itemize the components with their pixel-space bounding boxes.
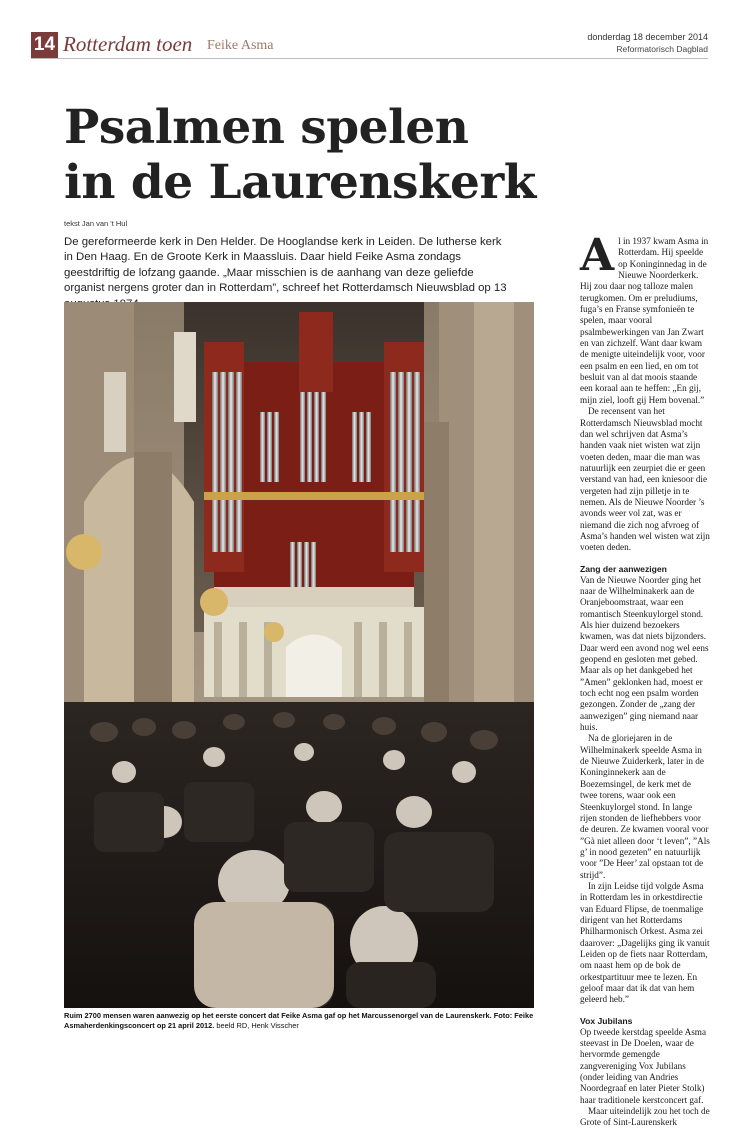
caption-text: Ruim 2700 mensen waren aanwezig op het eerste concert dat Feike Asma gaf op het Marcussenorgel van de Laurenskerk. Foto: Feike Asmaherdenkingsconcert op 21 april 2012. [64,1011,534,1030]
issue-date: donderdag 18 december 2014 [587,32,708,42]
newspaper-name: Reformatorisch Dagblad [616,44,708,54]
body-paragraph: Maar uiteindelijk zou het toch de Grote of Sint-Laurenskerk [580,1106,710,1128]
header-divider [31,58,708,59]
article-body-column [580,230,710,1129]
church-organ-photo [64,302,534,1008]
body-paragraph: In zijn Leidse tijd volgde Asma in Rotterdam les in orkestdirectie van Eduard Flipse, de toenmalige dirigent van het Rotterdams Philharmonisch Orkest. Asma zei daarover: „Dagelijks ging ik vanuit Leiden op de fiets naar Rotterdam, om naast hem op de bok de orkestpartituur mee te lezen. En geloof maar dat ik dat van hem geleerd heb.” [580,880,710,1005]
section-title: Rotterdam toen [63,32,193,56]
byline: tekst Jan van 't Hul [64,219,128,228]
body-paragraph: Op tweede kerstdag speelde Asma steevast in De Doelen, waar de hervormde gemengde zangvereniging Vox Jubilans (onder leiding van Andries Noordegraaf en later Pieter Stolk) haar traditionele kerstconcert gaf. [580,1026,707,1105]
body-paragraph: Na de gloriejaren in de Wilhelminakerk speelde Asma in de Nieuwe Zuiderkerk, later in de Koninginnekerk aan de Boezemsingel, de kerk met de twee torens, waar ook een Steenkuylorgel stond. In lange rijen stonden de liefhebbers voor de deuren. Ze kwamen vooral voor ”Gà niet alleen door ‘t leven”, ”Als g’ in nood gezeten” en natuurlijk voor ”De Heer’ zal opstaan tot de strijd”. [580,733,710,880]
subheading: Vox Jubilans [580,1015,633,1026]
photo-caption [64,1011,534,1031]
page-number: 14 [31,32,58,58]
headline-line-1: Psalmen spelen [64,100,469,155]
column-author: Feike Asma [207,38,274,53]
photo-credit: beeld RD, Henk Visscher [214,1021,299,1030]
body-paragraph: De recensent van het Rotterdamsch Nieuwsblad mocht dan wel schrijven dat Asma’s handen vaak niet wisten wat zijn voeten deden, maar die man was natuurlijk een zeurpiet die er geen verstand van had, een kniesoor die vergeten had zijn pilletje in te nemen. Als de Nieuwe Noorder ’s avonds weer vol zat, was er niemand die zich nog afvroeg of Asma’s handen wel wisten wat zijn voeten deden. [580,406,710,553]
drop-cap: A [580,230,615,281]
intro-paragraph: De gereformeerde kerk in Den Helder. De Hooglandse kerk in Leiden. De lutherse kerk in Den Haag. En de Groote Kerk in Maassluis. Daar hield Feike Asma zondags geestdriftig de lofzang gaande. „Maar misschien is de aanhang van deze geliefde organist nergens groter dan in Rotterdam”, schreef het Rotterdamsch Nieuwsblad op 13 [64,236,507,295]
organ-photo-illustration [64,302,534,1008]
body-paragraph: Van de Nieuwe Noorder ging het naar de Wilhelminakerk aan de Oranjeboomstraat, waar een romantisch Steenkuylorgel stond. Als hier duizend bezoekers kwamen, was dat niets bijzonders. Daar werd een avond nog wel eens geopend en gesloten met gebed. Maar als op het dankgebed het ”Amen” geklonken had, moest er toch echt nog een psalm worden gezongen. Zonder de „zang der aanwezigen” ging niemand naar huis. [580,574,709,733]
body-paragraph: l in 1937 kwam Asma in Rotterdam. Hij speelde op Koninginnedag in de Nieuwe Noorderkerk. Hij zou daar nog talloze malen terugkomen. Om er preludiums, fuga’s en Franse symfonieën te spelen, maar vooral psalmbewerkingen van Jan Zwart en van zichzelf. Want daar kwam de menigte uiteindelijk voor, voor een psalm en een lied, en om tot besluit van al dat moois staande een koraal aan te heffen: „En gij, mijn ziel, looft gij Hem bovenal.” [580,236,709,405]
headline [64,100,584,210]
subheading: Zang der aanwezigen [580,563,667,574]
headline-line-2: in de Laurenskerk [64,155,536,210]
